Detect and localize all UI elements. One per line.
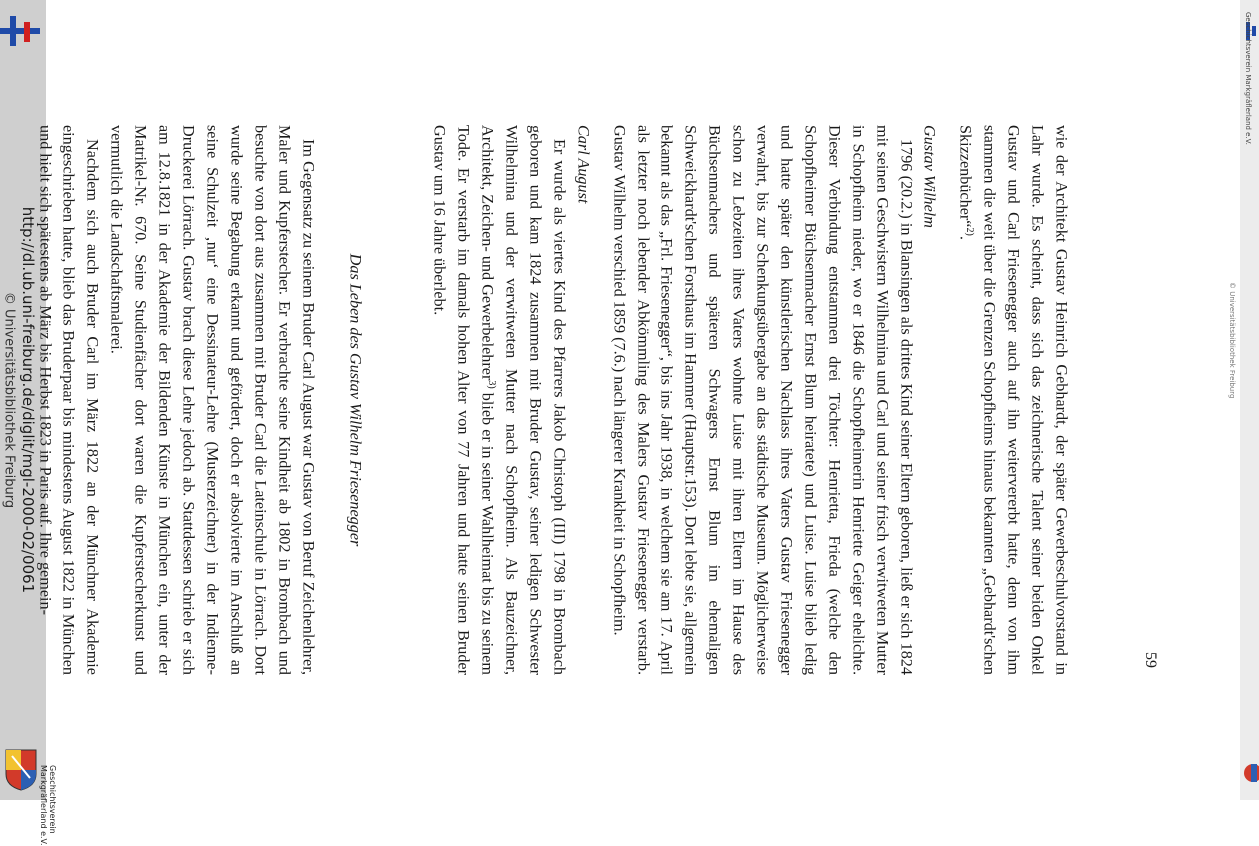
intro-end: . (956, 235, 975, 240)
life-paragraph-1: Im Gegensatz zu seinem Bruder Carl August war Gustav von Beruf Zeichenlehrer, Maler und Kupferstecher. Er verbrachte seine Kindheit ab 1802 in Brombach und besuchte von dort aus zusammen mit Bruder Carl die Lateinschule in Lörrach. Dort wurde seine Begabung erkannt und gefördert, doch er absolvierte im Anschluß an seine Schulzeit ‚nur‘ eine Dessinateur-Lehre (Musterzeichner) in der Indienne-Druckerei Lörrach. Gustav brach diese Lehre jedoch ab. Stattdessen schrieb er sich am 12.8.1821 in der Akademie der Bildenden Künste in München ein, unter der Matrikel-Nr. 670. Seine Studienfächer dort waren die Kupferstecherkunst und vermutlich die Landschaftsmalerei. (107, 125, 318, 675)
crest-label-line-1: Geschichtsverein (48, 765, 57, 834)
crest-icon (2, 748, 40, 792)
carl-text-a: Er wurde als viertes Kind des Pfarrers Jakob Christoph (III) 1798 in Brombach geboren und kam 1824 zusammen mit Bruder Gustav, seiner ledigen Schwester Wilhelmina und der verwitweten Mutter nach Schopfheim. Als Bauzeichner, Architekt, Zeichen- und Gewerbelehrer (478, 125, 569, 675)
page-text (36, 125, 1073, 676)
gustav-paragraph: 1796 (20.2.) in Blansingen als drittes Kind seiner Eltern geboren, ließ er sich 1824 mit seinen Geschwistern Wilhelmina und Carl und seiner frisch verwitweten Mutter in Schopfheim nieder, wo er 1846 die Schopfheimerin Henriette Geiger ehelichte. Dieser Verbindung entstammen drei Töchter: Henrietta, Frieda (welche den Schopfheimer Büchsenmacher Ernst Blum heiratete) und Luise. Luise blieb ledig und hatte später den künstlerischen Nachlass ihres Vaters Gustav Friesenegger verwahrt, bis zur Schenkungsübergabe an das städtische Museum. Möglicherweise schon zu Lebzeiten ihres Vaters wohnte Luise mit ihren Eltern im Hause des Büchsenmachers und späteren Schwagers Ernst Blum im ehemaligen Schweickhardt'schen Forsthaus im Hammer (Hauptstr.153). Dort lebte sie, allgemein bekannt als das „Frl. Friesenegger“, bis ins Jahr 1938, in welchem sie am 17. April als letzter noch lebender Abkömmling des Malers Gustav Friesenegger verstarb. Gustav Wilhelm verschied 1859 (7.6.) nach längerer Krankheit in Schopfheim. (610, 125, 916, 676)
carl-paragraph (427, 125, 570, 675)
document-url[interactable]: http://dl.ub.uni-freiburg.de/diglit/mgl-2000-02/0061 (19, 206, 37, 594)
section-title: Das Leben des Gustav Wilhelm Friesenegger (346, 253, 365, 547)
heading-gustav-wilhelm: Gustav Wilhelm (920, 125, 939, 228)
crest-label-line-2: Markgräflerland e.V. (39, 765, 48, 846)
footnote-marker: 2) (964, 227, 976, 236)
carl-text-b: blieb er in seiner Wahlheimat bis zu seinem Tode. Er verstarb im damals hohen Alter von 77 Jahren und hatte seinen Bruder Gustav um 16 Jahre überlebt. (430, 125, 497, 675)
edge-label: Geschichtsverein Markgräflerland e.V. (1244, 12, 1252, 145)
intro-paragraph (953, 125, 1073, 675)
life-paragraph-2: Nachdem sich auch Bruder Carl im März 1822 an der Münchner Akademie eingeschrieben hatte, blieb das Bruderpaar bis mindestens August 1822 in München und hielt sich spätestens ab März bis Herbst 1823 in Paris auf. Ihre gemein- (36, 125, 102, 675)
footnote-marker: 3) (486, 380, 498, 389)
intro-text: wie der Architekt Gustav Heinrich Gebhardt, der später Gewerbeschulvorstand in Lahr wurde. Es scheint, dass sich das zeichnerische Talent seiner beiden Onkel Gustav und Carl Friesenegger auch auf ihn weitervererbt hatte, denn von ihm stammen die weit über die Grenzen Schopfheims hinaus bekannten „Gebhardt'schen Skizzenbücher“ (956, 125, 1071, 675)
crest-icon (1243, 758, 1257, 788)
library-logo-icon (0, 14, 40, 50)
heading-carl-august: Carl August (574, 125, 593, 204)
page-number: 59 (1142, 652, 1159, 668)
copyright-notice: © Universitätsbibliothek Freiburg (1, 291, 17, 509)
scan-watermark: © Universitätsbibliothek Freiburg (1228, 282, 1236, 399)
crest-label (39, 765, 59, 846)
